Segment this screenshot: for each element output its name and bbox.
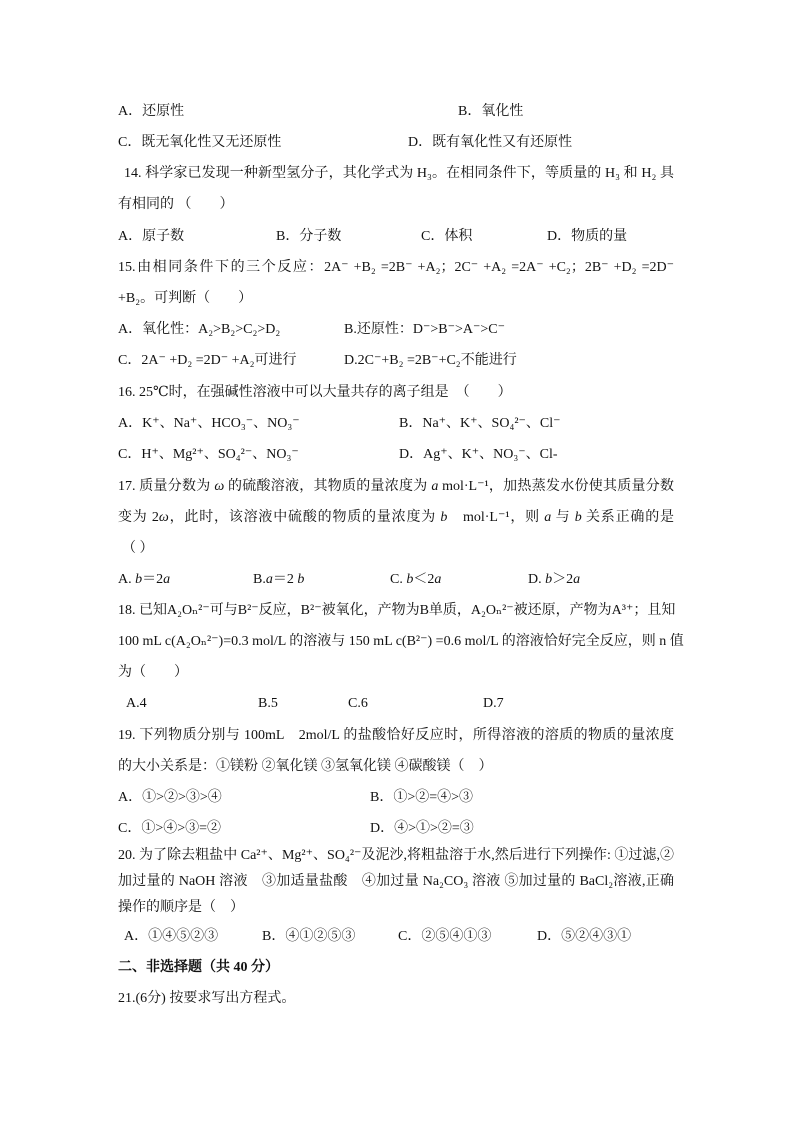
q17-text: mol·L⁻¹，加热蒸发水份使其质量分数 xyxy=(438,479,675,494)
q17-stem-line-2 xyxy=(118,508,674,528)
q19-option-c: C．①>④>③=② xyxy=(118,821,222,836)
prev-question-option-a: A．还原性 xyxy=(118,104,185,119)
q17-option-c-label: C. xyxy=(390,572,407,587)
q17-option-a-var: a xyxy=(163,572,171,587)
q16-options-row-2 xyxy=(0,445,794,465)
q17-var-a: a xyxy=(431,479,439,494)
q15-option-a: A．氧化性：A₂>B₂>C₂>D₂ xyxy=(118,322,281,337)
q17-text: 17. 质量分数为 xyxy=(118,479,215,494)
q20-stem-line-3: 操作的顺序是（ ） xyxy=(118,900,244,915)
q17-option-a-text: ＝2 xyxy=(142,572,164,587)
q17-option-d xyxy=(528,570,580,590)
q18-options-row xyxy=(0,694,794,714)
q17-option-d-text: ＞2 xyxy=(552,572,574,587)
q19-stem-line-2: 的大小关系是：①镁粉 ②氧化镁 ③氢氧化镁 ④碳酸镁（ ） xyxy=(118,759,493,774)
q16-option-c: C．H⁺、Mg²⁺、SO₄²⁻、NO₃⁻ xyxy=(118,447,299,462)
q18-option-d: D.7 xyxy=(483,696,504,711)
q14-option-a: A．原子数 xyxy=(118,229,185,244)
q20-stem-line-1: 20. 为了除去粗盐中 Ca²⁺、Mg²⁺、SO₄²⁻及泥沙,将粗盐溶于水,然后进行下列操作: ①过滤,② xyxy=(118,848,674,863)
q14-stem-line-2: 有相同的 （ ） xyxy=(118,197,234,212)
q15-options-row-2 xyxy=(0,351,794,371)
q17-option-b-var: a xyxy=(265,572,273,587)
q16-option-d: D．Ag⁺、K⁺、NO₃⁻、Cl- xyxy=(399,447,558,462)
q17-var-b: b xyxy=(440,510,448,525)
q16-option-b: B．Na⁺、K⁺、SO₄²⁻、Cl⁻ xyxy=(399,416,561,431)
q17-option-d-var: b xyxy=(545,572,553,587)
q20-option-d: D．⑤②④③① xyxy=(537,929,632,944)
q15-stem-line-1: 15.由相同条件下的三个反应：2A⁻ +B₂ =2B⁻ +A₂；2C⁻ +A₂ =2A⁻ +C₂；2B⁻ +D₂ =2D⁻ xyxy=(118,260,674,275)
q17-var-omega: ω xyxy=(158,510,169,525)
q18-stem-line-2: 100 mL c(A₂Oₙ²⁻)=0.3 mol/L 的溶液与 150 mL c(B²⁻) =0.6 mol/L 的溶液恰好完全反应，则 n 值 xyxy=(118,634,684,649)
q15-options-row-1 xyxy=(0,320,794,340)
q18-option-b: B.5 xyxy=(258,696,278,711)
q17-text: 与 xyxy=(551,510,575,525)
q16-options-row-1 xyxy=(0,414,794,434)
q19-stem-line-1: 19. 下列物质分别与 100mL 2mol/L 的盐酸恰好反应时，所得溶液的溶质的物质的量浓度 xyxy=(118,728,674,743)
q17-option-d-var: a xyxy=(573,572,581,587)
q17-option-b-label: B. xyxy=(253,572,266,587)
q20-stem-line-2: 加过量的 NaOH 溶液 ③加适量盐酸 ④加过量 Na₂CO₃ 溶液 ⑤加过量的 BaCl₂溶液,正确 xyxy=(118,874,674,889)
q14-stem-line-1: 14. 科学家已发现一种新型氢分子，其化学式为 H₃。在相同条件下，等质量的 H₃ 和 H₂ 具 xyxy=(124,166,674,181)
q17-var-a: a xyxy=(544,510,552,525)
q14-options-row xyxy=(0,227,794,247)
q14-option-b: B．分子数 xyxy=(276,229,342,244)
q17-var-b: b xyxy=(574,510,582,525)
q17-text: 关系正确的是 xyxy=(581,510,675,525)
q18-option-a: A.4 xyxy=(126,696,147,711)
q17-option-b-text: ＝2 xyxy=(272,572,298,587)
q15-option-b: B.还原性：D⁻>B⁻>A⁻>C⁻ xyxy=(344,322,505,337)
q19-options-row-1 xyxy=(0,788,794,808)
q21-stem-line-1: 21.(6分) 按要求写出方程式。 xyxy=(118,991,296,1006)
q17-text: 的硫酸溶液，其物质的量浓度为 xyxy=(224,479,432,494)
q19-options-row-2 xyxy=(0,819,794,839)
q17-options-row xyxy=(0,570,794,590)
section-title: 二、非选择题（共 40 分） xyxy=(118,960,279,975)
q17-option-a xyxy=(118,570,170,590)
q17-text: 变为 2 xyxy=(118,510,159,525)
q17-option-b-var: b xyxy=(297,572,305,587)
q17-option-b xyxy=(253,570,304,590)
q17-option-c xyxy=(390,570,441,590)
q15-option-c: C．2A⁻ +D₂ =2D⁻ +A₂可进行 xyxy=(118,353,297,368)
q19-option-b: B．①>②=④>③ xyxy=(370,790,474,805)
prev-question-option-d: D．既有氧化性又有还原性 xyxy=(408,135,573,150)
prev-question-options-row-2 xyxy=(0,133,794,153)
q17-option-a-label: A. xyxy=(118,572,136,587)
q20-option-b: B．④①②⑤③ xyxy=(262,929,356,944)
q15-option-d: D.2C⁻+B₂ =2B⁻+C₂不能进行 xyxy=(344,353,517,368)
q17-stem-line-1 xyxy=(118,477,674,497)
q14-option-d: D．物质的量 xyxy=(547,229,628,244)
q18-option-c: C.6 xyxy=(348,696,368,711)
q20-option-a: A．①④⑤②③ xyxy=(124,929,219,944)
q18-stem-line-1: 18. 已知A₂Oₙ²⁻可与B²⁻反应，B²⁻被氧化，产物为B单质，A₂Oₙ²⁻被还原，产物为A³⁺；且知 xyxy=(118,603,676,618)
q17-option-c-text: ＜2 xyxy=(413,572,435,587)
q17-text: ，此时，该溶液中硫酸的物质的量浓度为 xyxy=(168,510,441,525)
q19-option-d: D．④>①>②=③ xyxy=(370,821,474,836)
q15-stem-line-2: +B₂。可判断（ ） xyxy=(118,291,253,306)
prev-question-option-b: B．氧化性 xyxy=(458,104,524,119)
prev-question-option-c: C．既无氧化性又无还原性 xyxy=(118,135,282,150)
q14-option-c: C．体积 xyxy=(421,229,473,244)
prev-question-options-row-1 xyxy=(0,102,794,122)
q17-var-omega: ω xyxy=(214,479,225,494)
q16-stem-line-1: 16. 25℃时，在强碱性溶液中可以大量共存的离子组是 （ ） xyxy=(118,385,512,400)
q17-stem-line-3: （ ） xyxy=(122,541,154,556)
q20-option-c: C．②⑤④①③ xyxy=(398,929,492,944)
q18-stem-line-3: 为（ ） xyxy=(118,665,188,680)
q17-text: mol·L⁻¹，则 xyxy=(447,510,545,525)
q16-option-a: A．K⁺、Na⁺、HCO₃⁻、NO₃⁻ xyxy=(118,416,300,431)
q17-option-c-var: a xyxy=(434,572,442,587)
q17-option-c-var: b xyxy=(406,572,414,587)
q19-option-a: A．①>②>③>④ xyxy=(118,790,222,805)
q20-options-row xyxy=(0,927,794,947)
q17-option-a-var: b xyxy=(135,572,143,587)
q17-option-d-label: D. xyxy=(528,572,546,587)
